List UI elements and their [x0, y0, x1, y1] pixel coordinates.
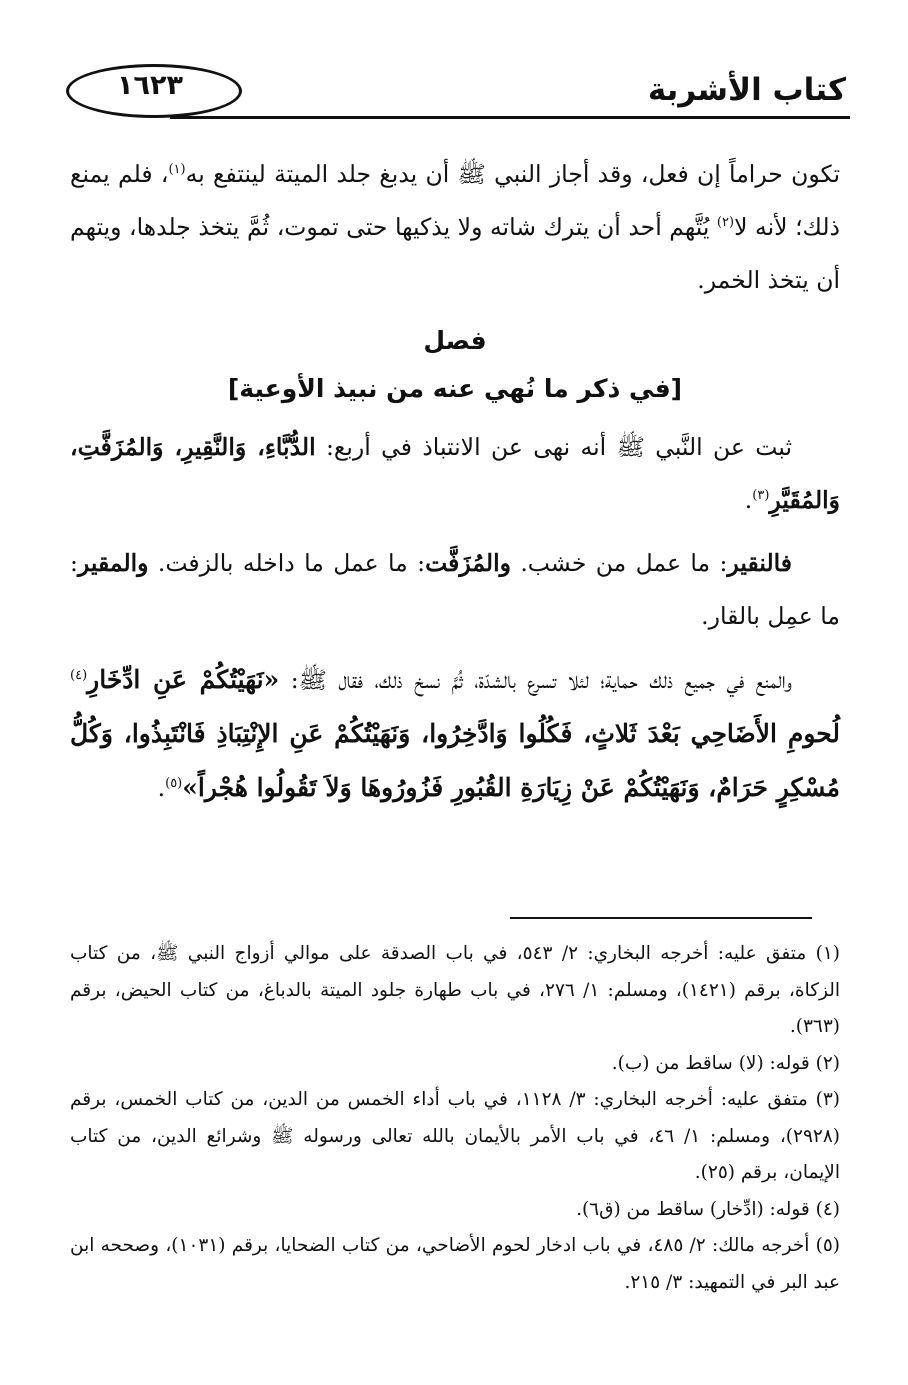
- paragraph-4-text-a: والمنع في جميع ذلك حماية؛ لئلا تسرع بالشدّة، ثُمَّ نسخ ذلك، فقال ﷺ:: [279, 666, 792, 694]
- term-muqayyar: والمقير: [77, 549, 149, 577]
- hadith-quote-a: «نَهَيْتُكُمْ عَنِ ادِّخَارِ: [87, 665, 280, 694]
- vessel-names: الدُّبَّاءِ، وَالنَّقِيرِ، وَالمُزَفَّتِ، وَالمُقَيَّرِ: [70, 433, 840, 514]
- footnote-4: (٤) قوله: (ادِّخار) ساقط من (ق٦).: [576, 1198, 840, 1220]
- main-text: [70, 148, 840, 815]
- footnote-ref-3: (٣): [752, 488, 770, 504]
- paragraph-1-text-c: يُتَّهم أحد أن يترك شاته ولا يذكيها حتى تموت، ثُمَّ يتخذ جلدها، ويتهم أن يتخذ الخمر.: [70, 213, 840, 294]
- paragraph-4: [70, 653, 840, 815]
- footnote-1: (١) متفق عليه: أخرجه البخاري: ٢/ ٥٤٣، في باب الصدقة على موالي أزواج النبي ﷺ، من كتاب الزكاة، برقم (١٤٢١)، ومسلم: ١/ ٢٧٦، في باب طهارة جلود الميتة بالدباغ، من كتاب الحيض، برقم (٣٦٣).: [70, 943, 841, 1037]
- running-title: كتاب الأشربة: [647, 72, 846, 108]
- footnote-3: (٣) متفق عليه: أخرجه البخاري: ٣/ ١١٢٨، في باب أداء الخمس من الدين، من كتاب الخمس، برقم (٢٩٢٨)، ومسلم: ١/ ٤٦، في باب الأمر بالأيمان بالله تعالى ورسوله ﷺ وشرائع الدين، من كتاب الإيمان، برقم (٢٥).: [70, 1089, 840, 1183]
- footnote-ref-1: (١): [168, 162, 186, 178]
- definition-naqir: : ما عمل من خشب.: [510, 549, 728, 577]
- page-number: ١٦٢٣: [117, 70, 183, 101]
- footnote-5: (٥) أخرجه مالك: ٢/ ٤٨٥، في باب ادخار لحوم الأضاحي، من كتاب الضحايا، برقم (١٠٣١)، وصححه ابن عبد البر في التمهيد: ٣/ ٢١٥.: [70, 1235, 840, 1293]
- footnotes: [70, 936, 840, 1301]
- footnote-2: (٢) قوله: (لا) ساقط من (ب).: [611, 1052, 840, 1074]
- definition-muqayyar: : ما عمِل بالقار.: [70, 549, 840, 630]
- footnote-separator: [510, 917, 812, 919]
- footnote-ref-4: (٤): [70, 668, 88, 684]
- term-naqir: فالنقير: [727, 549, 792, 577]
- paragraph-1-text-b: ، فلم يمنع ذلك؛ لأنه لا: [70, 160, 840, 241]
- page-header: [60, 52, 850, 132]
- footnote-ref-2: (٢): [716, 215, 735, 231]
- paragraph-4-text-b: .: [157, 774, 166, 802]
- section-heading: فصل: [423, 326, 487, 355]
- header-rule: [170, 116, 850, 119]
- paragraph-2: [70, 421, 840, 527]
- paragraph-2-text-b: .: [744, 486, 753, 514]
- paragraph-1-text-a: تكون حراماً إن فعل، وقد أجاز النبي ﷺ أن يدبغ جلد الميتة لينتفع به: [185, 160, 840, 188]
- paragraph-1: [70, 148, 840, 307]
- section-subheading: [في ذكر ما نُهي عنه من نبيذ الأوعية]: [227, 374, 683, 403]
- definition-muzaffat: : ما عمل ما داخله بالزفت.: [148, 549, 426, 577]
- paragraph-2-text-a: ثبت عن النَّبي ﷺ أنه نهى عن الانتباذ في أربع:: [315, 433, 792, 461]
- term-muzaffat: والمُزَفَّت: [425, 549, 511, 577]
- footnote-ref-5: (٥): [165, 776, 183, 792]
- paragraph-3: [70, 537, 840, 643]
- hadith-quote-b: لُحومِ الأَضَاحِي بَعْدَ ثَلاثٍ، فَكُلُوا وَادَّخِرُوا، وَنَهَيْتُكُمْ عَنِ الإِنْتِبَاذِ فَانْتَبِذُوا، وَكُلُّ مُسْكِرٍ حَرَامٌ، وَنَهَيْتُكُمْ عَنْ زِيَارَةِ القُبُورِ فَزُورُوهَا وَلاَ تَقُولُوا هُجْراً»: [70, 719, 840, 802]
